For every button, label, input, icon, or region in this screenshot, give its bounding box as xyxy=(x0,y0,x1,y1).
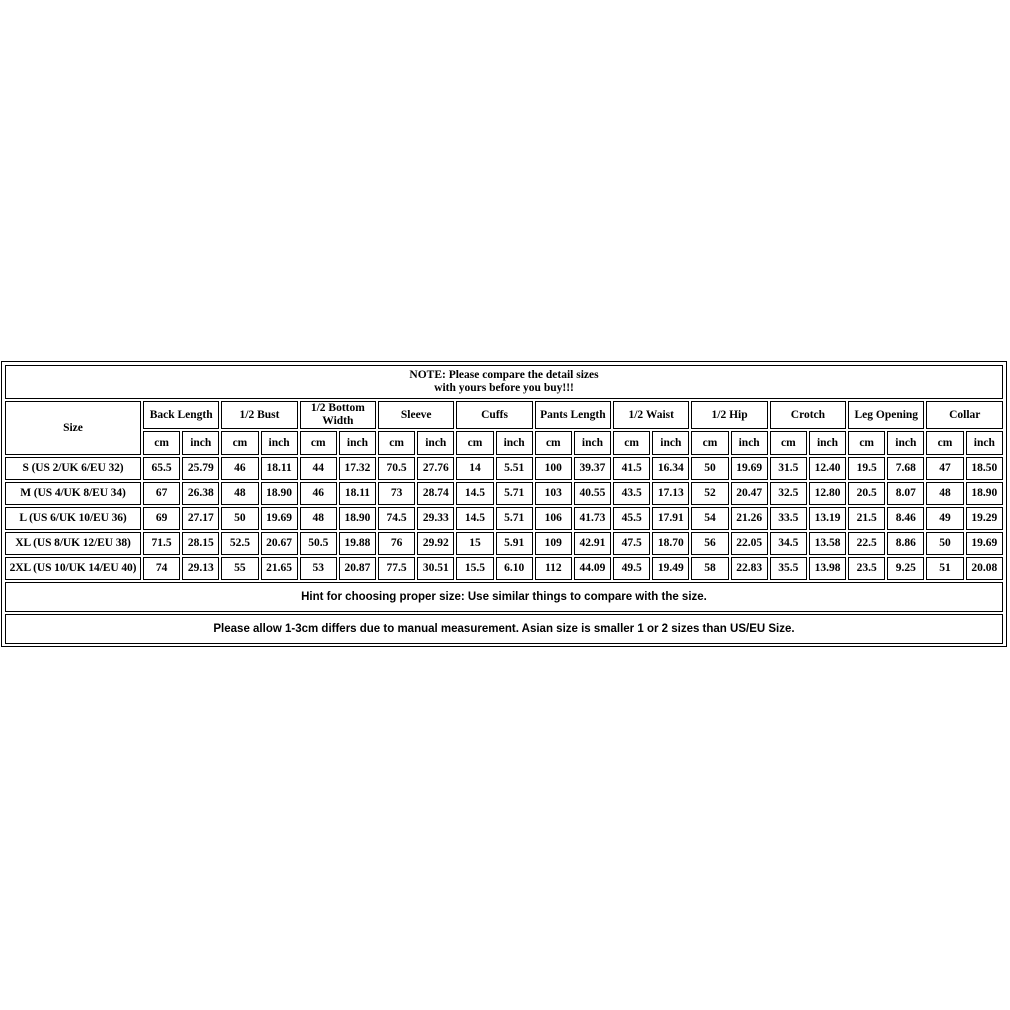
cell-cuffs-cm: 14 xyxy=(456,457,493,480)
cell-back-length-inch: 29.13 xyxy=(182,557,219,580)
cell-1-2-waist-inch: 18.70 xyxy=(652,532,689,555)
unit-header-1-2-hip-inch: inch xyxy=(731,431,768,455)
cell-1-2-bust-inch: 21.65 xyxy=(261,557,298,580)
allowance-row xyxy=(5,614,1003,644)
unit-header-1-2-bottom-width-inch: inch xyxy=(339,431,376,455)
unit-header-1-2-bottom-width-cm: cm xyxy=(300,431,337,455)
cell-1-2-waist-cm: 45.5 xyxy=(613,507,650,530)
cell-1-2-hip-inch: 22.05 xyxy=(731,532,768,555)
cell-collar-inch: 19.69 xyxy=(966,532,1003,555)
cell-leg-opening-cm: 19.5 xyxy=(848,457,885,480)
unit-header-leg-opening-inch: inch xyxy=(887,431,924,455)
cell-pants-length-cm: 109 xyxy=(535,532,572,555)
size-label: 2XL (US 10/UK 14/EU 40) xyxy=(5,557,141,580)
column-group-1-2-hip: 1/2 Hip xyxy=(691,401,767,429)
cell-crotch-cm: 31.5 xyxy=(770,457,807,480)
cell-pants-length-inch: 44.09 xyxy=(574,557,611,580)
cell-back-length-cm: 67 xyxy=(143,482,180,505)
cell-1-2-bottom-width-inch: 20.87 xyxy=(339,557,376,580)
unit-header-1-2-hip-cm: cm xyxy=(691,431,728,455)
cell-pants-length-cm: 112 xyxy=(535,557,572,580)
cell-1-2-bottom-width-inch: 17.32 xyxy=(339,457,376,480)
cell-pants-length-inch: 42.91 xyxy=(574,532,611,555)
cell-1-2-hip-inch: 22.83 xyxy=(731,557,768,580)
cell-1-2-bottom-width-cm: 53 xyxy=(300,557,337,580)
cell-1-2-hip-cm: 54 xyxy=(691,507,728,530)
cell-cuffs-cm: 15 xyxy=(456,532,493,555)
cell-collar-cm: 49 xyxy=(926,507,963,530)
cell-back-length-inch: 26.38 xyxy=(182,482,219,505)
cell-back-length-inch: 27.17 xyxy=(182,507,219,530)
cell-1-2-waist-inch: 16.34 xyxy=(652,457,689,480)
cell-cuffs-inch: 5.71 xyxy=(496,482,533,505)
cell-back-length-cm: 65.5 xyxy=(143,457,180,480)
cell-1-2-waist-cm: 43.5 xyxy=(613,482,650,505)
cell-sleeve-cm: 77.5 xyxy=(378,557,415,580)
table-row xyxy=(5,457,1003,480)
size-label: M (US 4/UK 8/EU 34) xyxy=(5,482,141,505)
cell-1-2-waist-cm: 47.5 xyxy=(613,532,650,555)
unit-header-leg-opening-cm: cm xyxy=(848,431,885,455)
cell-1-2-hip-cm: 58 xyxy=(691,557,728,580)
cell-sleeve-cm: 70.5 xyxy=(378,457,415,480)
unit-header-1-2-bust-cm: cm xyxy=(221,431,258,455)
cell-1-2-bust-cm: 55 xyxy=(221,557,258,580)
column-group-leg-opening: Leg Opening xyxy=(848,401,924,429)
cell-pants-length-inch: 40.55 xyxy=(574,482,611,505)
cell-collar-cm: 47 xyxy=(926,457,963,480)
cell-1-2-hip-inch: 20.47 xyxy=(731,482,768,505)
allowance-text: Please allow 1-3cm differs due to manual measurement. Asian size is smaller 1 or 2 sizes than US/EU Size. xyxy=(5,614,1003,644)
cell-1-2-bottom-width-inch: 18.11 xyxy=(339,482,376,505)
cell-crotch-cm: 35.5 xyxy=(770,557,807,580)
cell-1-2-bust-inch: 20.67 xyxy=(261,532,298,555)
cell-crotch-cm: 32.5 xyxy=(770,482,807,505)
cell-1-2-hip-inch: 19.69 xyxy=(731,457,768,480)
cell-collar-inch: 20.08 xyxy=(966,557,1003,580)
note-cell xyxy=(5,365,1003,399)
cell-1-2-hip-cm: 56 xyxy=(691,532,728,555)
cell-1-2-bust-cm: 52.5 xyxy=(221,532,258,555)
cell-1-2-bust-inch: 19.69 xyxy=(261,507,298,530)
cell-cuffs-cm: 15.5 xyxy=(456,557,493,580)
cell-collar-inch: 19.29 xyxy=(966,507,1003,530)
unit-header-pants-length-cm: cm xyxy=(535,431,572,455)
cell-sleeve-inch: 30.51 xyxy=(417,557,454,580)
cell-collar-inch: 18.50 xyxy=(966,457,1003,480)
cell-1-2-bottom-width-inch: 18.90 xyxy=(339,507,376,530)
header-row xyxy=(5,401,1003,429)
size-table xyxy=(3,363,1005,646)
table-body xyxy=(5,457,1003,580)
cell-leg-opening-inch: 8.07 xyxy=(887,482,924,505)
unit-header-1-2-bust-inch: inch xyxy=(261,431,298,455)
cell-collar-cm: 51 xyxy=(926,557,963,580)
cell-crotch-inch: 13.19 xyxy=(809,507,846,530)
unit-header-cuffs-inch: inch xyxy=(496,431,533,455)
size-label: L (US 6/UK 10/EU 36) xyxy=(5,507,141,530)
cell-leg-opening-cm: 21.5 xyxy=(848,507,885,530)
note-line-1: NOTE: Please compare the detail sizes xyxy=(409,369,599,381)
hint-row xyxy=(5,582,1003,612)
cell-cuffs-inch: 6.10 xyxy=(496,557,533,580)
size-label: S (US 2/UK 6/EU 32) xyxy=(5,457,141,480)
cell-cuffs-cm: 14.5 xyxy=(456,482,493,505)
cell-sleeve-cm: 74.5 xyxy=(378,507,415,530)
cell-1-2-bust-cm: 50 xyxy=(221,507,258,530)
cell-sleeve-inch: 29.33 xyxy=(417,507,454,530)
cell-1-2-bust-inch: 18.90 xyxy=(261,482,298,505)
cell-back-length-cm: 74 xyxy=(143,557,180,580)
cell-sleeve-cm: 76 xyxy=(378,532,415,555)
cell-sleeve-inch: 28.74 xyxy=(417,482,454,505)
cell-collar-cm: 50 xyxy=(926,532,963,555)
hint-text: Hint for choosing proper size: Use similar things to compare with the size. xyxy=(5,582,1003,612)
cell-1-2-bottom-width-cm: 44 xyxy=(300,457,337,480)
unit-header-1-2-waist-cm: cm xyxy=(613,431,650,455)
cell-1-2-bottom-width-cm: 46 xyxy=(300,482,337,505)
cell-leg-opening-cm: 22.5 xyxy=(848,532,885,555)
cell-pants-length-inch: 39.37 xyxy=(574,457,611,480)
table-row xyxy=(5,532,1003,555)
unit-row xyxy=(5,431,1003,455)
cell-back-length-inch: 25.79 xyxy=(182,457,219,480)
unit-header-1-2-waist-inch: inch xyxy=(652,431,689,455)
cell-cuffs-inch: 5.51 xyxy=(496,457,533,480)
unit-header-collar-cm: cm xyxy=(926,431,963,455)
size-chart xyxy=(1,361,1007,647)
cell-pants-length-inch: 41.73 xyxy=(574,507,611,530)
cell-leg-opening-inch: 8.46 xyxy=(887,507,924,530)
cell-leg-opening-cm: 23.5 xyxy=(848,557,885,580)
cell-1-2-waist-cm: 49.5 xyxy=(613,557,650,580)
cell-1-2-bust-cm: 46 xyxy=(221,457,258,480)
cell-pants-length-cm: 100 xyxy=(535,457,572,480)
cell-back-length-inch: 28.15 xyxy=(182,532,219,555)
column-group-collar: Collar xyxy=(926,401,1003,429)
cell-pants-length-cm: 103 xyxy=(535,482,572,505)
cell-crotch-inch: 12.40 xyxy=(809,457,846,480)
cell-cuffs-inch: 5.71 xyxy=(496,507,533,530)
cell-crotch-cm: 34.5 xyxy=(770,532,807,555)
unit-header-back-length-inch: inch xyxy=(182,431,219,455)
cell-cuffs-cm: 14.5 xyxy=(456,507,493,530)
cell-1-2-bust-inch: 18.11 xyxy=(261,457,298,480)
cell-1-2-bottom-width-inch: 19.88 xyxy=(339,532,376,555)
cell-sleeve-inch: 27.76 xyxy=(417,457,454,480)
cell-leg-opening-inch: 7.68 xyxy=(887,457,924,480)
cell-1-2-bottom-width-cm: 48 xyxy=(300,507,337,530)
cell-collar-inch: 18.90 xyxy=(966,482,1003,505)
cell-1-2-bottom-width-cm: 50.5 xyxy=(300,532,337,555)
table-row xyxy=(5,557,1003,580)
table-row xyxy=(5,482,1003,505)
unit-header-back-length-cm: cm xyxy=(143,431,180,455)
unit-header-collar-inch: inch xyxy=(966,431,1003,455)
unit-header-pants-length-inch: inch xyxy=(574,431,611,455)
cell-pants-length-cm: 106 xyxy=(535,507,572,530)
unit-header-sleeve-cm: cm xyxy=(378,431,415,455)
cell-leg-opening-cm: 20.5 xyxy=(848,482,885,505)
column-group-back-length: Back Length xyxy=(143,401,219,429)
table-row xyxy=(5,507,1003,530)
unit-header-crotch-inch: inch xyxy=(809,431,846,455)
column-group-1-2-bottom-width: 1/2 Bottom Width xyxy=(300,401,376,429)
cell-collar-cm: 48 xyxy=(926,482,963,505)
column-group-cuffs: Cuffs xyxy=(456,401,532,429)
cell-crotch-inch: 13.58 xyxy=(809,532,846,555)
cell-cuffs-inch: 5.91 xyxy=(496,532,533,555)
cell-leg-opening-inch: 9.25 xyxy=(887,557,924,580)
cell-leg-opening-inch: 8.86 xyxy=(887,532,924,555)
cell-sleeve-inch: 29.92 xyxy=(417,532,454,555)
column-group-pants-length: Pants Length xyxy=(535,401,611,429)
size-column-header: Size xyxy=(5,401,141,455)
cell-crotch-inch: 12.80 xyxy=(809,482,846,505)
cell-sleeve-cm: 73 xyxy=(378,482,415,505)
cell-crotch-cm: 33.5 xyxy=(770,507,807,530)
cell-1-2-hip-cm: 52 xyxy=(691,482,728,505)
column-group-1-2-waist: 1/2 Waist xyxy=(613,401,689,429)
column-group-1-2-bust: 1/2 Bust xyxy=(221,401,297,429)
cell-back-length-cm: 71.5 xyxy=(143,532,180,555)
size-label: XL (US 8/UK 12/EU 38) xyxy=(5,532,141,555)
cell-1-2-hip-inch: 21.26 xyxy=(731,507,768,530)
cell-1-2-hip-cm: 50 xyxy=(691,457,728,480)
cell-1-2-waist-inch: 17.91 xyxy=(652,507,689,530)
cell-1-2-waist-cm: 41.5 xyxy=(613,457,650,480)
column-group-sleeve: Sleeve xyxy=(378,401,454,429)
unit-header-crotch-cm: cm xyxy=(770,431,807,455)
cell-crotch-inch: 13.98 xyxy=(809,557,846,580)
unit-header-cuffs-cm: cm xyxy=(456,431,493,455)
cell-1-2-waist-inch: 19.49 xyxy=(652,557,689,580)
unit-header-sleeve-inch: inch xyxy=(417,431,454,455)
column-group-crotch: Crotch xyxy=(770,401,846,429)
note-row xyxy=(5,365,1003,399)
cell-1-2-bust-cm: 48 xyxy=(221,482,258,505)
note-line-2: with yours before you buy!!! xyxy=(434,382,574,394)
cell-1-2-waist-inch: 17.13 xyxy=(652,482,689,505)
cell-back-length-cm: 69 xyxy=(143,507,180,530)
